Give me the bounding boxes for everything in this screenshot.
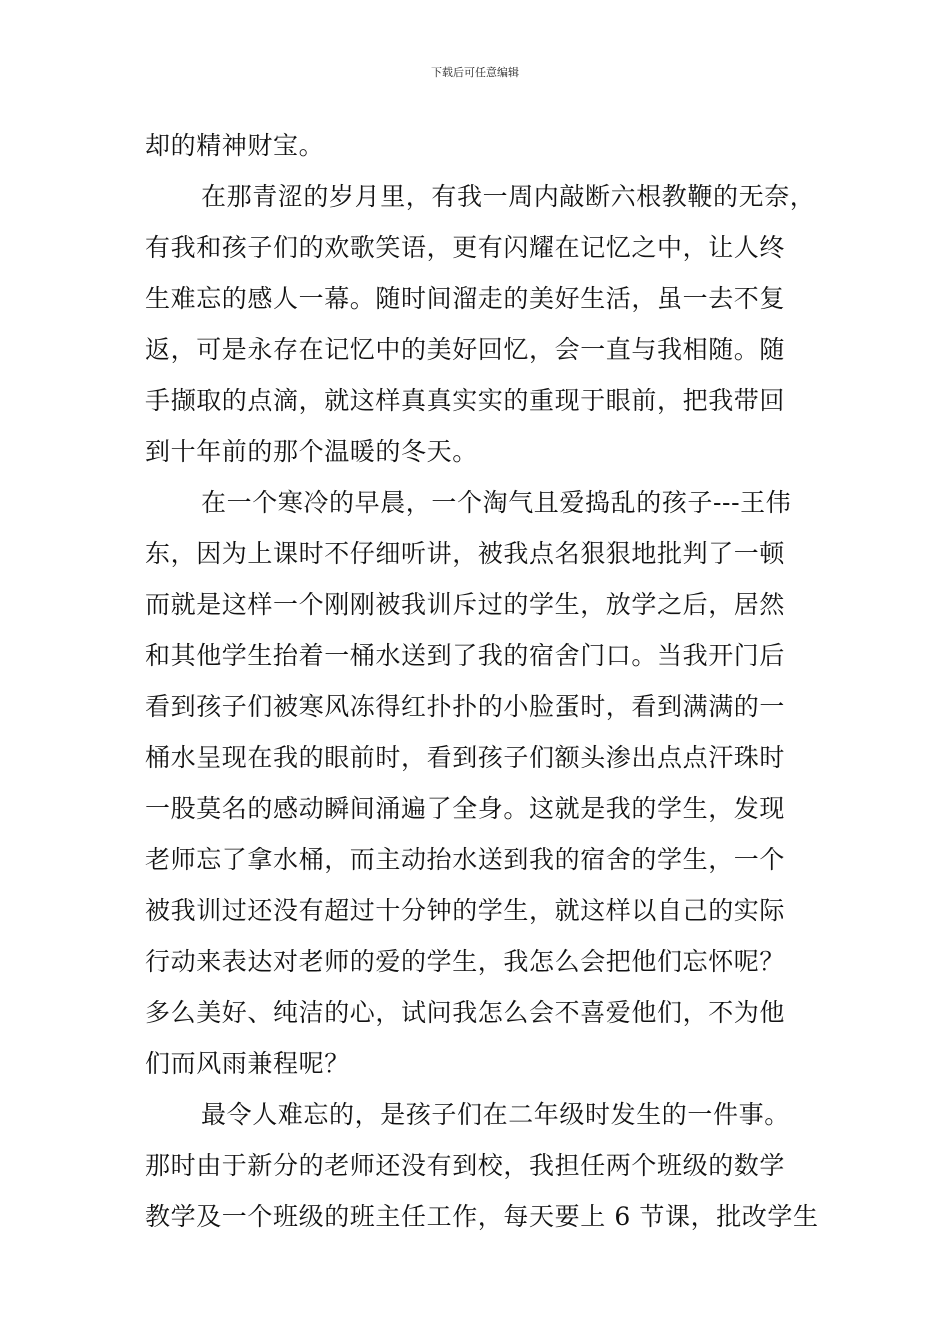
body-line: 们而风雨兼程呢？ bbox=[145, 1049, 350, 1078]
paragraph-first-line: 最令人难忘的，是孩子们在二年级时发生的一件事。 bbox=[201, 1100, 790, 1129]
body-line: 桶水呈现在我的眼前时，看到孩子们额头渗出点点汗珠时 bbox=[145, 743, 786, 772]
paragraph-first-line: 在那青涩的岁月里，有我一周内敲断六根教鞭的无奈， bbox=[201, 182, 816, 211]
body-line: 却的精神财宝。 bbox=[145, 131, 325, 160]
body-line: 生难忘的感人一幕。随时间溜走的美好生活，虽一去不复 bbox=[145, 284, 786, 313]
body-line: 教学及一个班级的班主任工作，每天要上 6 节课，批改学生 bbox=[145, 1202, 819, 1231]
body-line: 被我训过还没有超过十分钟的学生，就这样以自己的实际 bbox=[145, 896, 786, 925]
body-line: 一股莫名的感动瞬间涌遍了全身。这就是我的学生，发现 bbox=[145, 794, 786, 823]
paragraph-first-line: 在一个寒冷的早晨，一个淘气且爱捣乱的孩子---王伟 bbox=[201, 488, 792, 517]
body-line: 返，可是永存在记忆中的美好回忆，会一直与我相随。随 bbox=[145, 335, 786, 364]
body-line: 那时由于新分的老师还没有到校，我担任两个班级的数学 bbox=[145, 1151, 786, 1180]
body-line: 有我和孩子们的欢歌笑语，更有闪耀在记忆之中，让人终 bbox=[145, 233, 786, 262]
body-line: 到十年前的那个温暖的冬天。 bbox=[145, 437, 478, 466]
body-line: 和其他学生抬着一桶水送到了我的宿舍门口。当我开门后 bbox=[145, 641, 786, 670]
body-line: 手撷取的点滴，就这样真真实实的重现于眼前，把我带回 bbox=[145, 386, 786, 415]
body-line: 多么美好、纯洁的心，试问我怎么会不喜爱他们，不为他 bbox=[145, 998, 786, 1027]
page-header: 下载后可任意编辑 bbox=[431, 66, 519, 79]
body-line: 而就是这样一个刚刚被我训斥过的学生，放学之后，居然 bbox=[145, 590, 786, 619]
body-line: 行动来表达对老师的爱的学生，我怎么会把他们忘怀呢？ bbox=[145, 947, 786, 976]
body-line: 看到孩子们被寒风冻得红扑扑的小脸蛋时，看到满满的一 bbox=[145, 692, 786, 721]
body-line: 东，因为上课时不仔细听讲，被我点名狠狠地批判了一顿 bbox=[145, 539, 786, 568]
body-line: 老师忘了拿水桶，而主动抬水送到我的宿舍的学生，一个 bbox=[145, 845, 786, 874]
